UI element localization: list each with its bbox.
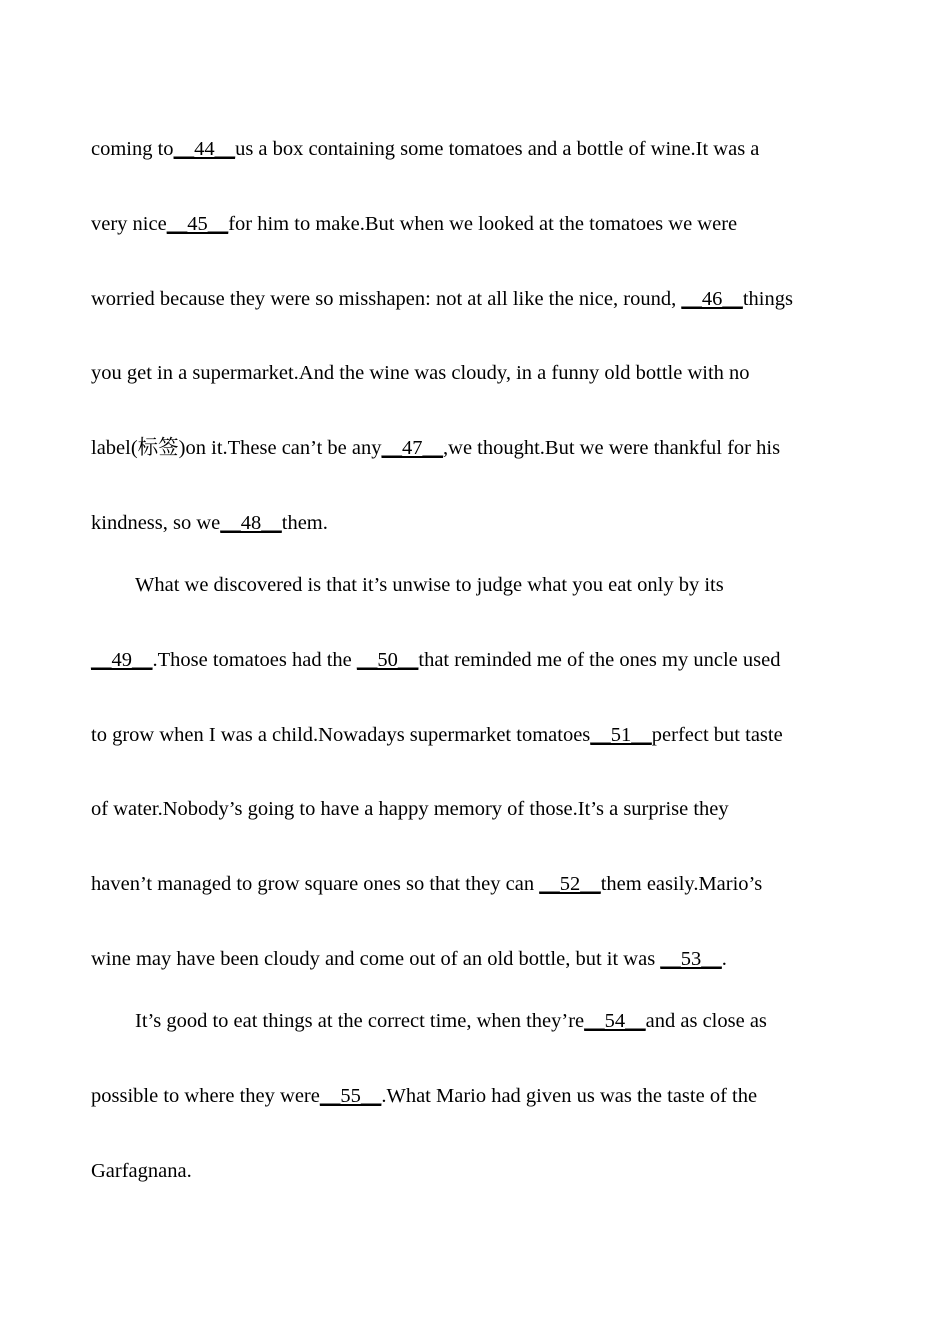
text-segment: What we discovered is that it’s unwise to judge what you eat only by its [135, 574, 724, 596]
blank-54: __54__ [584, 1010, 646, 1032]
text-segment: Garfagnana. [91, 1160, 192, 1182]
text-segment: for him to make.But when we looked at the tomatoes we were [228, 213, 738, 235]
text-segment: .Those tomatoes had the [152, 649, 357, 671]
passage-line-9 [91, 723, 783, 747]
text-segment: them. [281, 512, 328, 534]
text-segment: . [721, 948, 727, 970]
text-segment: .What Mario had given us was the taste of the [381, 1085, 758, 1107]
blank-47: __47__ [381, 437, 444, 459]
text-segment: to grow when I was a child.Nowadays supermarket tomatoes [91, 724, 591, 746]
text-segment: very nice [91, 213, 167, 235]
passage-line-6 [91, 511, 328, 535]
blank-53: __53__ [660, 948, 722, 970]
text-segment: of water.Nobody’s going to have a happy memory of those.It’s a surprise they [91, 798, 729, 820]
text-segment: us a box containing some tomatoes and a bottle of wine.It was a [235, 138, 760, 160]
text-segment: ,we thought.But we were thankful for his [443, 437, 781, 459]
blank-51: __51__ [590, 724, 652, 746]
blank-55: __55__ [319, 1085, 382, 1107]
blank-44: __44__ [173, 138, 236, 160]
passage-line-12 [91, 947, 727, 971]
passage-line-7 [135, 573, 724, 597]
passage-line-3 [91, 287, 793, 311]
text-segment: that reminded me of the ones my uncle used [418, 649, 781, 671]
text-segment: them easily.Mario’s [600, 873, 763, 895]
text-segment: worried because they were so misshapen: not at all like the nice, round, [91, 288, 682, 310]
text-segment: wine may have been cloudy and come out of an old bottle, but it was [91, 948, 661, 970]
blank-48: __48__ [220, 512, 282, 534]
passage-line-5 [91, 436, 780, 460]
text-segment: you get in a supermarket.And the wine was cloudy, in a funny old bottle with no [91, 362, 750, 384]
text-segment: things [742, 288, 793, 310]
text-segment: possible to where they were [91, 1085, 320, 1107]
blank-49: __49__ [91, 649, 153, 671]
text-segment: and as close as [645, 1010, 767, 1032]
passage-line-4 [91, 361, 750, 385]
blank-52: __52__ [539, 873, 601, 895]
text-segment: perfect but taste [651, 724, 783, 746]
text-segment: kindness, so we [91, 512, 221, 534]
blank-46: __46__ [681, 288, 743, 310]
passage-line-15 [91, 1159, 192, 1183]
passage-line-13 [135, 1009, 767, 1033]
text-segment: coming to [91, 138, 174, 160]
passage-line-11 [91, 872, 762, 896]
passage-line-14 [91, 1084, 757, 1108]
blank-50: __50__ [356, 649, 419, 671]
text-segment: It’s good to eat things at the correct time, when they’re [135, 1010, 585, 1032]
text-segment: label(标签)on it.These can’t be any [91, 437, 382, 459]
passage-line-8 [91, 648, 780, 672]
passage-line-2 [91, 212, 737, 236]
blank-45: __45__ [166, 213, 229, 235]
passage-line-10 [91, 797, 729, 821]
text-segment: haven’t managed to grow square ones so that they can [91, 873, 540, 895]
passage-line-1 [91, 137, 759, 161]
